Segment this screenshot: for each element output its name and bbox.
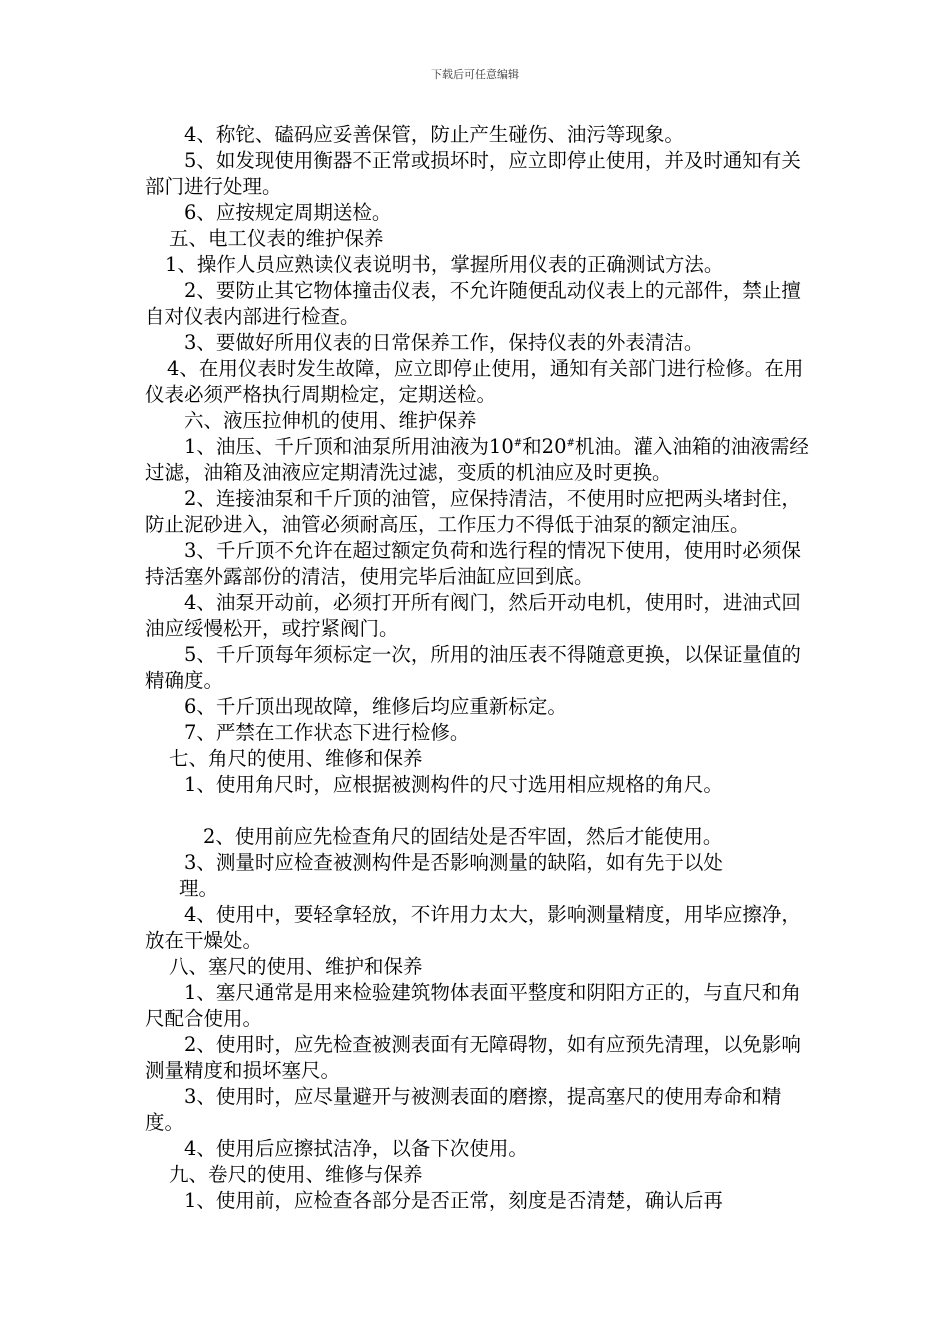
oil-prefix: 1、油压、千斤顶和油泵所用油液为 xyxy=(184,435,489,458)
page-header: 下载后可任意编辑 xyxy=(431,68,519,81)
paragraph: 1、使用前，应检查各部分是否正常，刻度是否清楚，确认后再 xyxy=(184,1189,723,1212)
paragraph: 2、使用时，应先检查被测表面有无障碍物，如有应预先清理，以免影响测量精度和损坏塞尺。 xyxy=(145,1033,801,1082)
paragraph: 2、连接油泵和千斤顶的油管，应保持清洁，不使用时应把两头堵封住，防止泥砂进入，油管必须耐高压，工作压力不得低于油泵的额定油压。 xyxy=(145,487,801,536)
paragraph xyxy=(145,434,815,486)
section-heading: 七、角尺的使用、维修和保养 xyxy=(169,747,423,770)
section-heading: 八、塞尺的使用、维护和保养 xyxy=(169,955,423,978)
paragraph: 1、使用角尺时，应根据被测构件的尺寸选用相应规格的角尺。 xyxy=(184,773,723,796)
paragraph: 4、称铊、磕码应妥善保管，防止产生碰伤、油污等现象。 xyxy=(184,123,684,146)
section-heading: 六、液压拉伸机的使用、维护保养 xyxy=(184,409,477,432)
paragraph: 6、应按规定周期送检。 xyxy=(184,201,392,224)
paragraph: 4、在用仪表时发生故障，应立即停止使用，通知有关部门进行检修。在用仪表必须严格执行周期检定，定期送检。 xyxy=(145,357,804,406)
paragraph: 3、使用时，应尽量避开与被测表面的磨擦，提高塞尺的使用寿命和精度。 xyxy=(145,1085,782,1134)
paragraph: 2、要防止其它物体撞击仪表，不允许随便乱动仪表上的元部件，禁止擅自对仪表内部进行检查。 xyxy=(145,279,801,328)
oil-number-1: 10 xyxy=(488,435,514,458)
oil-rest: 灌入油箱的油液需经过滤，油箱及油液应定期清洗过滤，变质的机油应及时更换。 xyxy=(145,435,809,484)
paragraph: 3、测量时应检查被测构件是否影响测量的缺陷，如有先于以处 xyxy=(184,851,723,874)
paragraph: 1、塞尺通常是用来检验建筑物体表面平整度和阴阳方正的，与直尺和角尺配合使用。 xyxy=(145,981,801,1030)
paragraph: 3、千斤顶不允许在超过额定负荷和选行程的情况下使用，使用时必须保持活塞外露部份的清洁，使用完毕后油缸应回到底。 xyxy=(145,539,801,588)
paragraph: 1、操作人员应熟读仪表说明书，掌握所用仪表的正确测试方法。 xyxy=(165,253,724,276)
paragraph: 2、使用前应先检查角尺的固结处是否牢固，然后才能使用。 xyxy=(203,825,723,848)
document-body xyxy=(145,122,815,1214)
paragraph: 7、严禁在工作状态下进行检修。 xyxy=(184,721,470,744)
paragraph: 4、油泵开动前，必须打开所有阀门，然后开动电机，使用时，进油式回油应绥慢松开，或拧紧阀门。 xyxy=(145,591,801,640)
paragraph: 理。 xyxy=(179,877,219,900)
oil-mid: 和 xyxy=(522,435,542,458)
paragraph: 3、要做好所用仪表的日常保养工作，保持仪表的外表清洁。 xyxy=(184,331,704,354)
oil-grade-mark-1: # xyxy=(513,438,523,449)
section-heading: 五、电工仪表的维护保养 xyxy=(169,227,384,250)
section-heading: 九、卷尺的使用、维修与保养 xyxy=(169,1163,423,1186)
oil-grade-mark-2: # xyxy=(566,438,575,449)
oil-number-2: 20 xyxy=(541,435,567,458)
paragraph: 4、使用后应擦拭洁净，以备下次使用。 xyxy=(184,1137,528,1160)
paragraph: 6、千斤顶出现故障，维修后均应重新标定。 xyxy=(184,695,567,718)
oil-suffix: 机油。 xyxy=(574,435,634,458)
paragraph: 5、如发现使用衡器不正常或损坏时，应立即停止使用，并及时通知有关部门进行处理。 xyxy=(145,149,801,198)
paragraph: 4、使用中，要轻拿轻放，不许用力太大，影响测量精度，用毕应擦净，放在干燥处。 xyxy=(145,903,801,952)
paragraph: 5、千斤顶每年须标定一次，所用的油压表不得随意更换，以保证量值的精确度。 xyxy=(145,643,801,692)
